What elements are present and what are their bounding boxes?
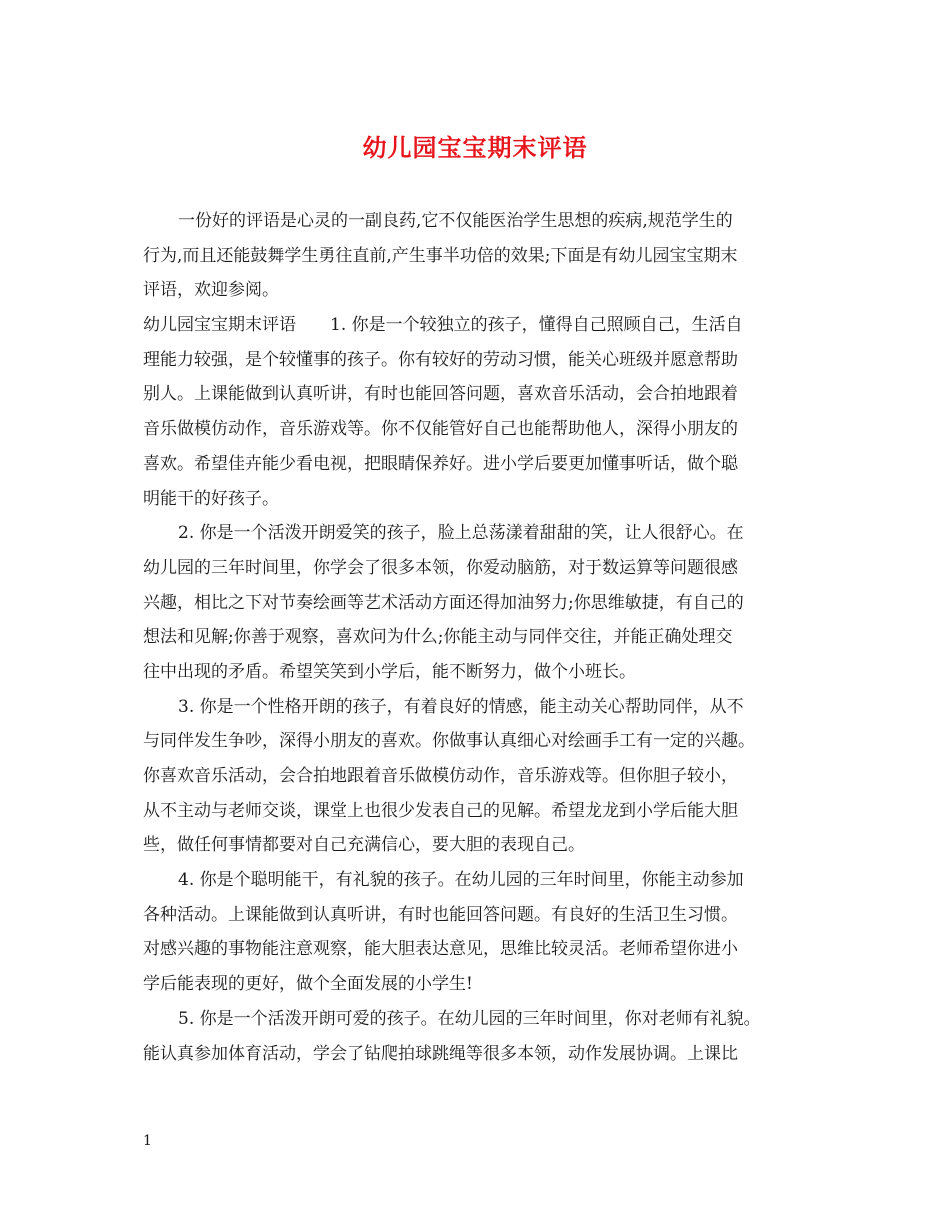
paragraph-line: 你喜欢音乐活动，会合拍地跟着音乐做模仿动作，音乐游戏等。但你胆子较小， bbox=[143, 766, 738, 786]
paragraph-line: 从不主动与老师交谈，课堂上也很少发表自己的见解。希望龙龙到小学后能大胆 bbox=[143, 800, 738, 821]
paragraph-line: 兴趣，相比之下对节奏绘画等艺术活动方面还得加油努力;你思维敏捷，有自己的 bbox=[143, 592, 744, 613]
paragraph-line: 学后能表现的更好，做个全面发展的小学生! bbox=[143, 974, 473, 995]
paragraph-line: 5. 你是一个活泼开朗可爱的孩子。在幼儿园的三年时间里，你对老师有礼貌。 bbox=[178, 1008, 761, 1029]
paragraph-line: 往中出现的矛盾。希望笑笑到小学后，能不断努力，做个小班长。 bbox=[143, 661, 636, 682]
paragraph-line: 行为,而且还能鼓舞学生勇往直前,产生事半功倍的效果;下面是有幼儿园宝宝期末 bbox=[143, 245, 738, 266]
paragraph-line: 与同伴发生争吵，深得小朋友的喜欢。你做事认真细心对绘画手工有一定的兴趣。 bbox=[143, 731, 755, 752]
page-number: 1 bbox=[143, 1133, 152, 1149]
paragraph-line: 喜欢。希望佳卉能少看电视，把眼睛保养好。进小学后要更加懂事听话，做个聪 bbox=[143, 453, 738, 474]
paragraph-line: 幼儿园的三年时间里，你学会了很多本领，你爱动脑筋，对于数运算等问题很感 bbox=[143, 557, 738, 578]
document-body bbox=[143, 204, 823, 1071]
paragraph-line: 3. 你是一个性格开朗的孩子，有着良好的情感，能主动关心帮助同伴，从不 bbox=[178, 696, 744, 717]
paragraph-line: 能认真参加体育活动，学会了钻爬拍球跳绳等很多本领，动作发展协调。上课比 bbox=[143, 1043, 738, 1064]
paragraph-line: 各种活动。上课能做到认真听讲，有时也能回答问题。有良好的生活卫生习惯。 bbox=[143, 904, 738, 925]
paragraph-line: 理能力较强，是个较懂事的孩子。你有较好的劳动习惯，能关心班级并愿意帮助 bbox=[143, 349, 738, 370]
paragraph-line: 些，做任何事情都要对自己充满信心，要大胆的表现自己。 bbox=[143, 835, 585, 856]
paragraph-line: 明能干的好孩子。 bbox=[143, 488, 279, 509]
paragraph-line: 评语，欢迎参阅。 bbox=[143, 280, 279, 301]
paragraph-line: 对感兴趣的事物能注意观察，能大胆表达意见，思维比较灵活。老师希望你进小 bbox=[143, 939, 738, 960]
paragraph-line: 幼儿园宝宝期末评语 1. 你是一个较独立的孩子，懂得自己照顾自己，生活自 bbox=[143, 315, 743, 336]
paragraph-line: 一份好的评语是心灵的一副良药,它不仅能医治学生思想的疾病,规范学生的 bbox=[178, 211, 733, 231]
paragraph-line: 想法和见解;你善于观察，喜欢问为什么;你能主动与同伴交往，并能正确处理交 bbox=[143, 627, 733, 648]
document-title: 幼儿园宝宝期末评语 bbox=[362, 133, 588, 162]
paragraph-line: 2. 你是一个活泼开朗爱笑的孩子，脸上总荡漾着甜甜的笑，让人很舒心。在 bbox=[178, 523, 744, 544]
paragraph-line: 音乐做模仿动作，音乐游戏等。你不仅能管好自己也能帮助他人，深得小朋友的 bbox=[143, 419, 738, 440]
paragraph-line: 4. 你是个聪明能干，有礼貌的孩子。在幼儿园的三年时间里，你能主动参加 bbox=[178, 870, 744, 891]
paragraph-line: 别人。上课能做到认真听讲，有时也能回答问题，喜欢音乐活动，会合拍地跟着 bbox=[143, 384, 738, 405]
